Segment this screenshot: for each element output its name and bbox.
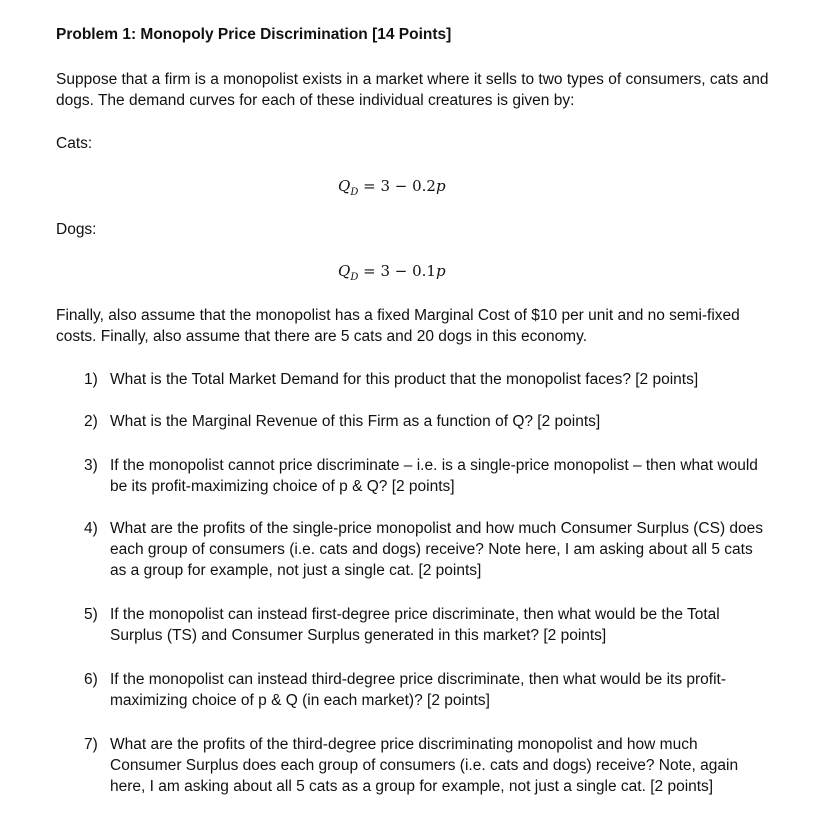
- question-number: 6): [84, 671, 98, 688]
- dogs-label: Dogs:: [56, 221, 97, 238]
- question-item: [84, 604, 764, 646]
- dogs-demand-equation: $Q_D = 3 - 0.1p$: [338, 262, 446, 283]
- question-item: [84, 455, 764, 497]
- cats-label: Cats:: [56, 135, 93, 152]
- question-item: [84, 411, 764, 432]
- question-text: What are the profits of the single-price monopolist and how much Consumer Surplus (CS) does each group of consumers (i.e. cats and dogs) receive? Note here, I am asking about all 5 cats as a group for example, not just a single cat. [2 points]: [110, 520, 764, 579]
- question-text: If the monopolist can instead first-degree price discriminate, then what would be the Total Surplus (TS) and Consumer Surplus generated in this market? [2 points]: [110, 606, 720, 644]
- cats-demand-equation: $Q_D = 3 - 0.2p$: [338, 177, 446, 198]
- question-number: 1): [84, 371, 98, 388]
- problem-title: Problem 1: Monopoly Price Discrimination [14 Points]: [56, 26, 452, 43]
- question-item: [84, 369, 764, 390]
- question-item: [84, 669, 764, 711]
- question-number: 5): [84, 606, 98, 623]
- question-item: [84, 734, 764, 797]
- question-number: 2): [84, 413, 98, 430]
- question-text: What are the profits of the third-degree price discriminating monopolist and how much Consumer Surplus does each group of consumers (i.e. cats and dogs) receive? Note, again here, I am asking about all 5 cats as a group for example, not just a single cat. [2 points]: [110, 736, 739, 795]
- question-text: What is the Total Market Demand for this product that the monopolist faces? [2 points]: [110, 371, 699, 388]
- question-text: What is the Marginal Revenue of this Firm as a function of Q? [2 points]: [110, 413, 601, 430]
- question-text: If the monopolist can instead third-degree price discriminate, then what would be its profit-maximizing choice of p & Q (in each market)? [2 points]: [110, 671, 727, 709]
- question-text: If the monopolist cannot price discriminate – i.e. is a single-price monopolist – then what would be its profit-maximizing choice of p & Q? [2 points]: [110, 457, 758, 495]
- question-number: 7): [84, 736, 98, 753]
- question-number: 3): [84, 457, 98, 474]
- question-item: [84, 518, 764, 581]
- assumptions-paragraph: Finally, also assume that the monopolist has a fixed Marginal Cost of $10 per unit and no semi-fixed costs. Finally, also assume that there are 5 cats and 20 dogs in this economy.: [56, 307, 740, 345]
- question-number: 4): [84, 520, 98, 537]
- intro-paragraph: Suppose that a firm is a monopolist exists in a market where it sells to two types of consumers, cats and dogs. The demand curves for each of these individual creatures is given by:: [56, 71, 769, 109]
